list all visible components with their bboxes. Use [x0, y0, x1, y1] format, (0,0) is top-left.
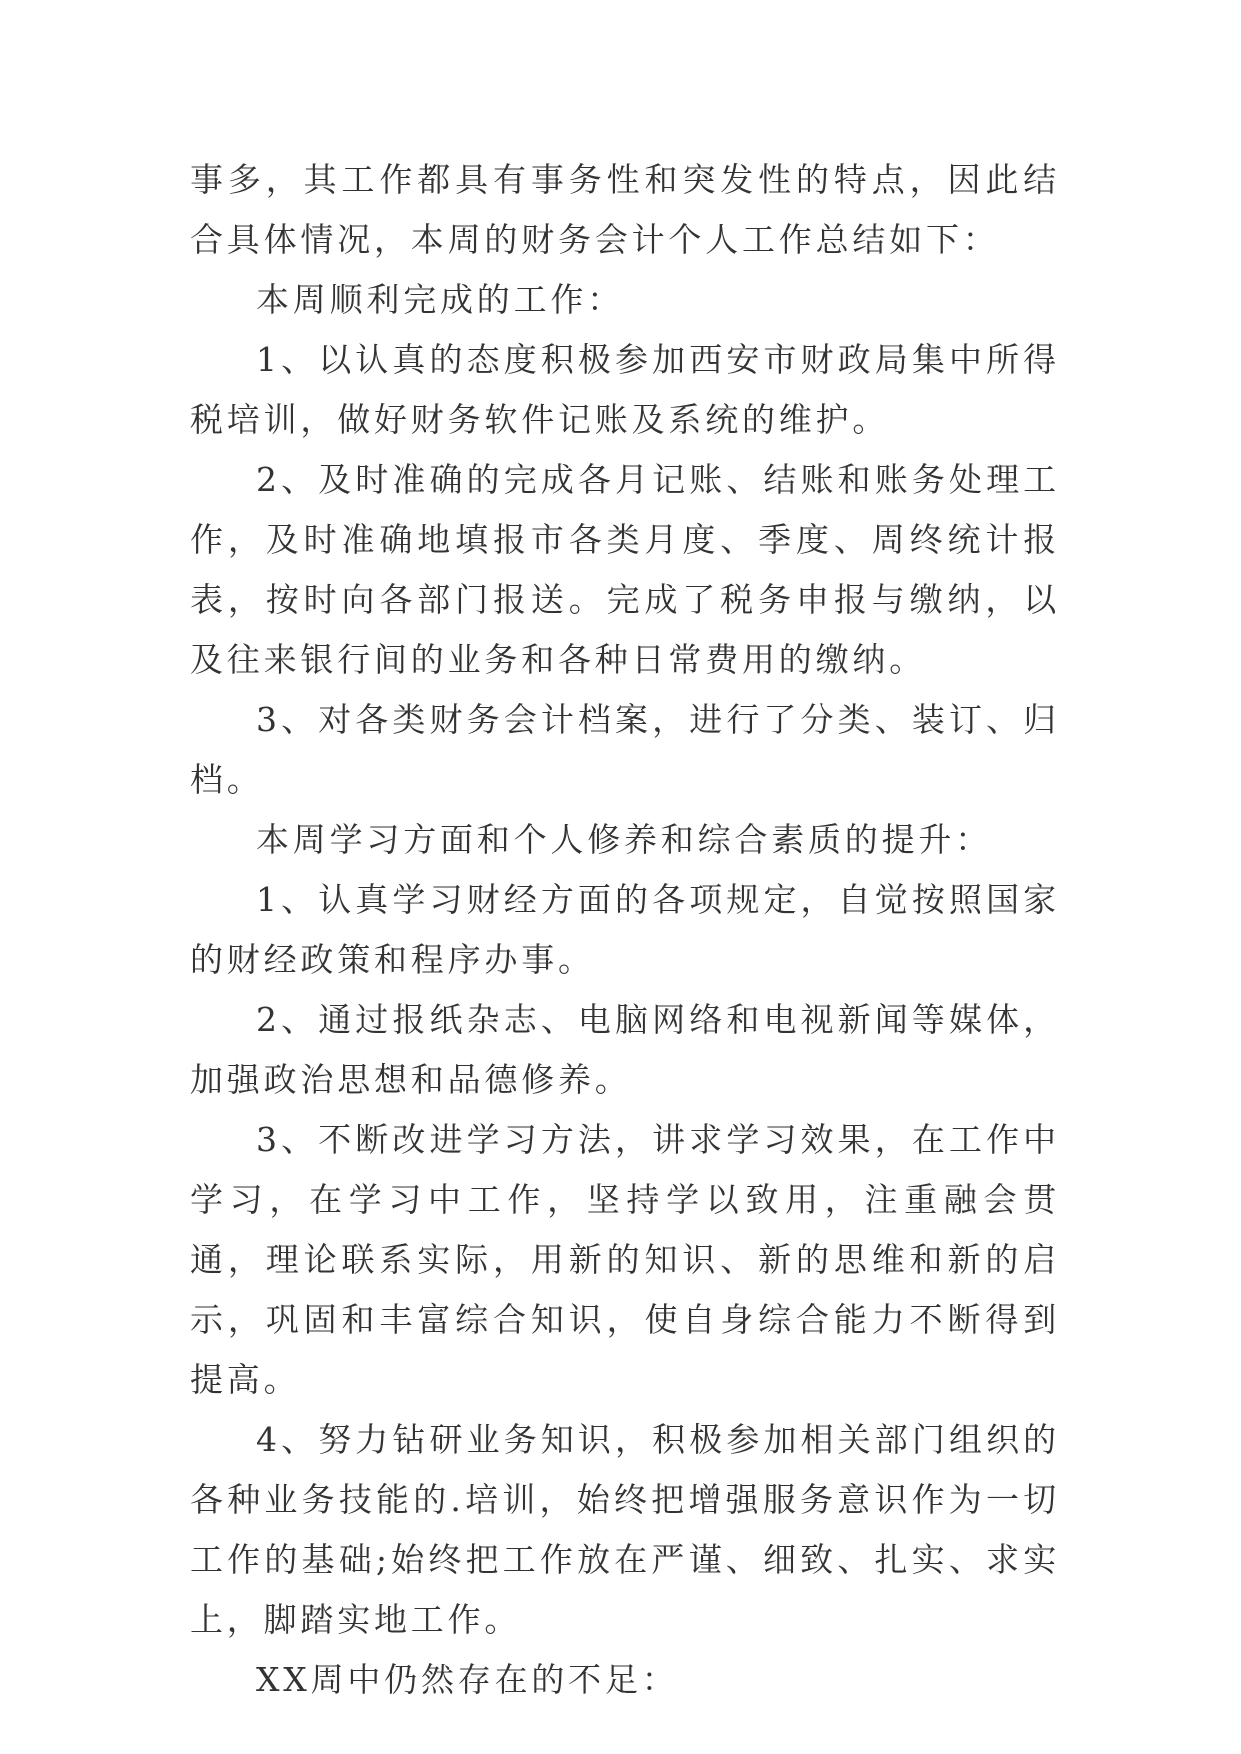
paragraph-intro-continuation: 事多，其工作都具有事务性和突发性的特点，因此结合具体情况，本周的财务会计个人工作总结如下：	[190, 160, 1060, 259]
heading-shortcomings: XX周中仍然存在的不足：	[256, 1660, 679, 1699]
completed-item-3: 3、对各类财务会计档案，进行了分类、装订、归档。	[190, 700, 1060, 799]
document-page	[190, 150, 1060, 1710]
completed-item-2: 2、及时准确的完成各月记账、结账和账务处理工作，及时准确地填报市各类月度、季度、周终统计报表，按时向各部门报送。完成了税务申报与缴纳，以及往来银行间的业务和各种日常费用的缴纳。	[190, 460, 1060, 679]
learning-item-1: 1、认真学习财经方面的各项规定，自觉按照国家的财经政策和程序办事。	[190, 880, 1060, 979]
learning-item-3: 3、不断改进学习方法，讲求学习效果，在工作中学习，在学习中工作，坚持学以致用，注重融会贯通，理论联系实际，用新的知识、新的思维和新的启示，巩固和丰富综合知识，使自身综合能力不断得到提高。	[190, 1120, 1060, 1399]
completed-item-1: 1、以认真的态度积极参加西安市财政局集中所得税培训，做好财务软件记账及系统的维护。	[190, 340, 1060, 439]
learning-item-2: 2、通过报纸杂志、电脑网络和电视新闻等媒体，加强政治思想和品德修养。	[190, 1000, 1060, 1099]
heading-completed-work: 本周顺利完成的工作：	[256, 280, 624, 319]
heading-learning-improvement: 本周学习方面和个人修养和综合素质的提升：	[256, 820, 992, 859]
learning-item-4: 4、努力钻研业务知识，积极参加相关部门组织的各种业务技能的.培训，始终把增强服务意识作为一切工作的基础;始终把工作放在严谨、细致、扎实、求实上，脚踏实地工作。	[190, 1420, 1060, 1639]
